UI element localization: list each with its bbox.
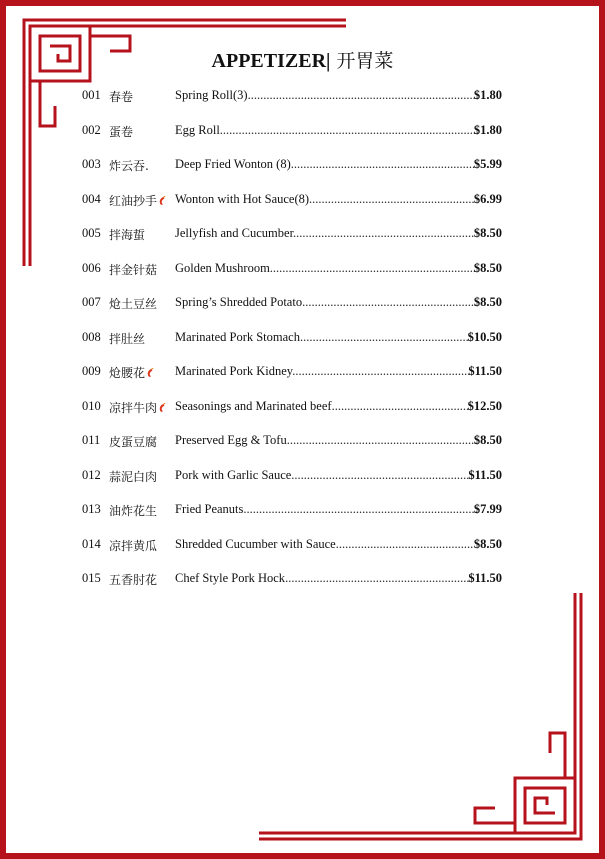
item-price: $8.50 [473,295,502,309]
menu-item-row [82,261,502,279]
item-name-chinese [109,261,157,278]
item-name-english [175,433,477,448]
item-name-chinese-text: 炸云吞. [109,159,149,173]
item-name-english-text: Seasonings and Marinated beef [175,398,332,413]
item-name-english [175,468,469,483]
menu-item-row [82,123,502,141]
item-name-english [175,364,470,379]
item-name-english [175,502,478,517]
menu-item-row [82,468,502,486]
dot-leader: .......................................................................... [247,88,479,102]
item-name-chinese-text: 凉拌牛肉 [109,400,158,415]
item-name-chinese-text: 拌海蜇 [109,228,146,242]
menu-item-row [82,571,502,589]
item-name-english-text: Marinated Pork Kidney [175,364,293,378]
item-number: 013 [82,502,101,516]
item-name-chinese-text: 拌金针菇 [109,262,158,277]
item-price: $8.50 [473,433,502,447]
item-name-chinese [109,433,157,450]
dot-leader: ............................................................. [286,433,478,447]
dot-leader: ..................................................... [309,191,475,206]
item-name-chinese-text: 皮蛋豆腐 [109,435,158,449]
item-name-chinese-text: 蛋卷 [109,124,134,139]
item-name-chinese-text: 红油抄手 [109,193,158,208]
dot-leader: ........................................................ [302,295,478,309]
item-number: 008 [82,329,101,344]
item-name-english-text: Deep Fried Wonton (8) [175,157,291,171]
item-price: $8.50 [473,260,502,275]
item-name-chinese [109,192,166,209]
item-name-english [175,157,475,172]
dot-leader: ........................................................... [290,157,476,171]
item-price: $6.99 [473,191,502,206]
item-name-chinese-text: 拌肚丝 [109,331,146,346]
item-name-chinese [109,571,157,588]
item-name-english-text: Marinated Pork Stomach [175,329,300,344]
menu-item-row [82,88,502,106]
item-price: $11.50 [468,364,502,378]
menu-item-row [82,157,502,175]
item-name-english-text: Pork with Garlic Sauce [175,467,292,482]
item-name-chinese-text: 春卷 [109,90,134,104]
item-number: 003 [82,157,101,171]
menu-item-row [82,192,502,210]
menu-item-row [82,502,502,520]
item-price: $12.50 [467,398,502,413]
item-name-chinese [109,399,166,416]
item-price: $1.80 [473,122,502,137]
item-number: 006 [82,260,101,275]
dot-leader: ............................................ [335,536,474,551]
item-name-english-text: Shredded Cucumber with Sauce [175,536,336,551]
item-price: $1.80 [473,88,502,102]
item-name-chinese-text: 油炸花生 [109,504,158,518]
menu-page [6,6,599,853]
item-name-english [175,399,469,414]
item-name-chinese [109,330,145,347]
dot-leader: ........................................................... [285,571,470,585]
item-name-chinese-text: 凉拌黄瓜 [109,538,158,553]
dot-leader: ...................................................... [299,329,469,344]
item-name-english [175,88,479,103]
item-name-chinese [109,468,157,485]
item-price: $10.50 [467,329,502,344]
menu-item-row [82,295,502,313]
item-name-chinese [109,157,149,174]
item-number: 010 [82,398,101,413]
item-name-english-text: Preserved Egg & Tofu [175,433,287,447]
item-price: $5.99 [473,157,502,171]
item-name-chinese-text: 炝土豆丝 [109,297,158,311]
item-name-english-text: Spring’s Shredded Potato [175,295,303,309]
item-name-english-text: Wonton with Hot Sauce(8) [175,191,310,206]
dot-leader: .................................................................. [269,260,477,275]
dot-leader: ........................................................................... [243,502,478,516]
item-name-chinese [109,88,133,105]
item-name-chinese [109,502,157,519]
menu-item-row [82,364,502,382]
item-number: 007 [82,295,101,309]
chili-pepper-icon [158,196,166,206]
fret-corner-ornament-bottom-right [255,583,585,843]
menu-item-row [82,433,502,451]
item-name-english-text: Chef Style Pork Hock [175,571,286,585]
item-number: 014 [82,536,101,551]
item-name-english [175,295,477,310]
item-name-english-text: Fried Peanuts [175,502,244,516]
item-name-chinese [109,226,145,243]
item-price: $8.50 [473,536,502,551]
item-name-english-text: Egg Roll [175,122,220,137]
item-name-chinese [109,295,157,312]
title-chinese: 开胃菜 [336,50,394,72]
item-name-chinese-text: 蒜泥白肉 [109,469,158,484]
item-name-english [175,192,475,207]
item-number: 004 [82,191,101,206]
dot-leader: ................................................................................... [219,122,480,137]
dot-leader: ......................................................... [291,467,470,482]
item-number: 009 [82,364,101,378]
chili-pepper-icon [146,368,154,378]
item-name-chinese-text: 炝腰花 [109,366,146,380]
menu-item-row [82,226,502,244]
item-name-english-text: Spring Roll(3) [175,88,248,102]
item-price: $11.50 [468,467,502,482]
dot-leader: ............................................ [331,398,470,413]
item-price: $11.50 [468,571,502,585]
item-number: 011 [82,433,101,447]
item-number: 015 [82,571,101,585]
item-name-english [175,330,469,345]
menu-item-row [82,330,502,348]
item-name-english [175,571,469,586]
item-name-english [175,123,479,138]
chili-pepper-icon [158,403,166,413]
item-name-chinese [109,364,154,381]
item-number: 001 [82,88,101,102]
item-price: $7.99 [473,502,502,516]
item-number: 005 [82,226,101,240]
item-name-english-text: Golden Mushroom [175,260,270,275]
dot-leader: .......................................................... [293,226,475,240]
menu-item-row [82,537,502,555]
item-name-chinese [109,537,157,554]
item-name-english [175,226,474,241]
item-name-chinese-text: 五香肘花 [109,573,158,587]
item-name-english [175,537,473,552]
item-name-chinese [109,123,133,140]
menu-item-row [82,399,502,417]
title-english: APPETIZER| [211,50,331,72]
menu-title [6,46,599,73]
item-number: 012 [82,467,101,482]
item-name-english [175,261,476,276]
item-name-english-text: Jellyfish and Cucumber [175,226,294,240]
dot-leader: ......................................................... [292,364,471,378]
item-number: 002 [82,122,101,137]
item-price: $8.50 [473,226,502,240]
